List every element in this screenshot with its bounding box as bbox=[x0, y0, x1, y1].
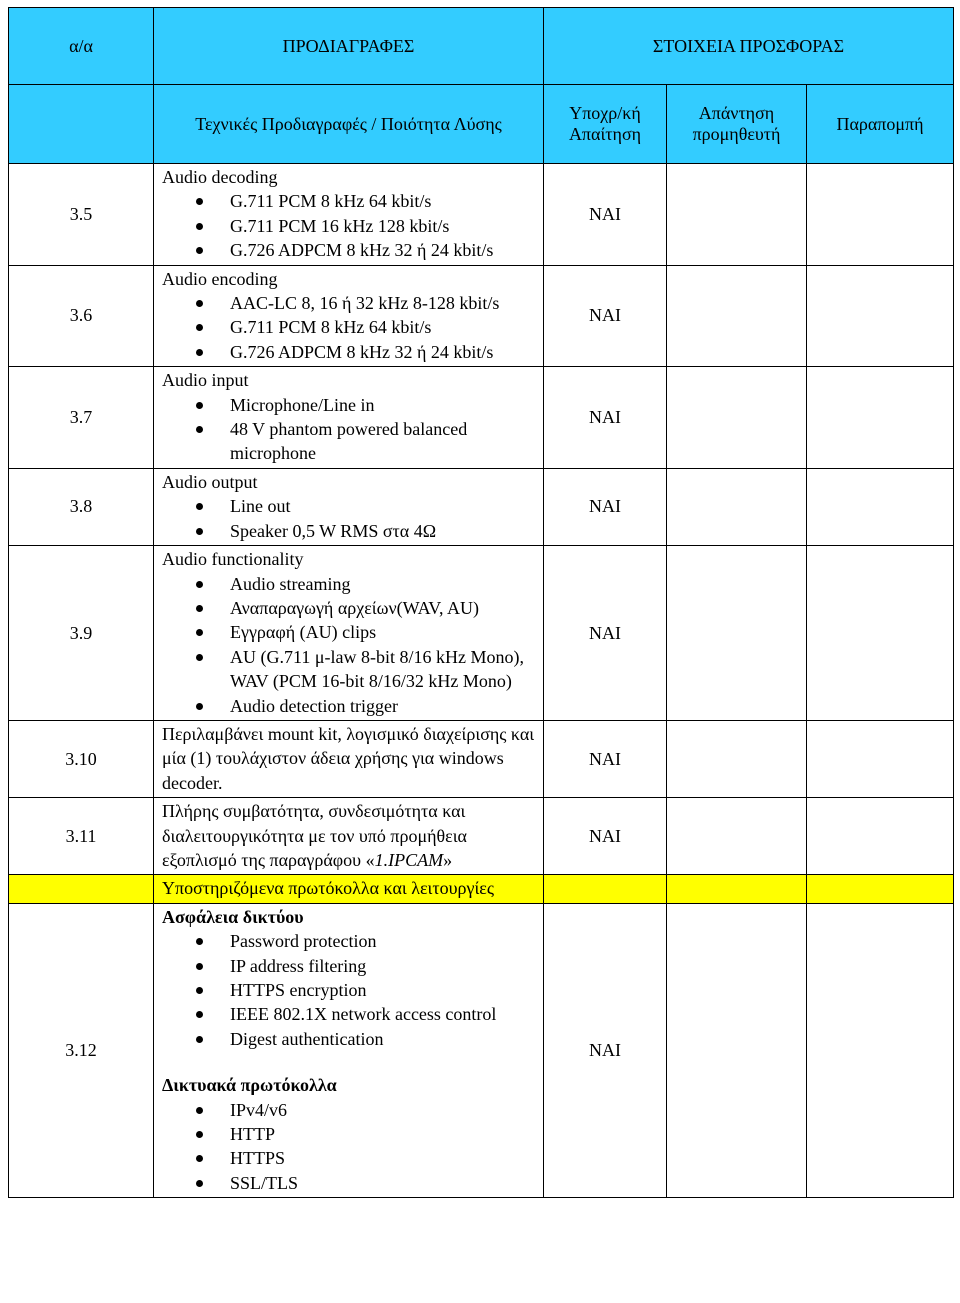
row-required: ΝΑΙ bbox=[544, 798, 667, 875]
row-text-italic: 1.IPCAM bbox=[374, 849, 444, 870]
row-answer bbox=[667, 164, 807, 266]
row-title: Audio encoding bbox=[162, 268, 278, 289]
table-row bbox=[9, 468, 954, 545]
list-item: 48 V phantom powered balanced microphone bbox=[162, 417, 537, 466]
list-item: G.726 ADPCM 8 kHz 32 ή 24 kbit/s bbox=[162, 238, 537, 262]
table-row bbox=[9, 546, 954, 721]
list-item: Digest authentication bbox=[162, 1027, 537, 1051]
row-text-end: » bbox=[443, 849, 453, 870]
row-title: Audio output bbox=[162, 471, 258, 492]
header-offer: ΣΤΟΙΧΕΙΑ ΠΡΟΣΦΟΡΑΣ bbox=[544, 8, 954, 85]
protocols-title: Δικτυακά πρωτόκολλα bbox=[162, 1075, 337, 1096]
row-number: 3.8 bbox=[9, 468, 154, 545]
row-reference bbox=[807, 720, 954, 797]
table-row bbox=[9, 720, 954, 797]
row-required: ΝΑΙ bbox=[544, 468, 667, 545]
row-number: 3.11 bbox=[9, 798, 154, 875]
row-answer bbox=[667, 798, 807, 875]
bullet-list bbox=[162, 291, 537, 364]
row-answer bbox=[667, 546, 807, 721]
list-item: IP address filtering bbox=[162, 954, 537, 978]
row-description: Περιλαμβάνει mount kit, λογισμικό διαχείρισης και μία (1) τουλάχιστον άδεια χρήσης για windows decoder. bbox=[154, 720, 544, 797]
section-title: Υποστηριζόμενα πρωτόκολλα και λειτουργίες bbox=[154, 875, 544, 903]
list-item: Audio detection trigger bbox=[162, 694, 537, 718]
header-tech: Τεχνικές Προδιαγραφές / Ποιότητα Λύσης bbox=[154, 85, 544, 164]
list-item: SSL/TLS bbox=[162, 1171, 537, 1195]
list-item: G.726 ADPCM 8 kHz 32 ή 24 kbit/s bbox=[162, 340, 537, 364]
bullet-list bbox=[162, 572, 537, 718]
row-text: Πλήρης συμβατότητα, συνδεσιμότητα και διαλειτουργικότητα με τον υπό προμήθεια εξοπλισμό της παραγράφου « bbox=[162, 801, 467, 870]
row-reference bbox=[807, 367, 954, 469]
row-description bbox=[154, 265, 544, 367]
row-required: ΝΑΙ bbox=[544, 903, 667, 1197]
row-title: Audio functionality bbox=[162, 549, 304, 570]
table-row bbox=[9, 367, 954, 469]
list-item: Line out bbox=[162, 494, 537, 518]
list-item: Audio streaming bbox=[162, 572, 537, 596]
bullet-list bbox=[162, 929, 537, 1051]
spec-table bbox=[8, 7, 954, 1198]
table-row bbox=[9, 798, 954, 875]
list-item: IEEE 802.1X network access control bbox=[162, 1002, 537, 1026]
row-title: Audio input bbox=[162, 370, 249, 391]
row-title: Audio decoding bbox=[162, 167, 278, 187]
row-required: ΝΑΙ bbox=[544, 265, 667, 367]
header-answer: Απάντηση προμηθευτή bbox=[667, 85, 807, 164]
header-specs: ΠΡΟΔΙΑΓΡΑΦΕΣ bbox=[154, 8, 544, 85]
list-item: G.711 PCM 8 kHz 64 kbit/s bbox=[162, 315, 537, 339]
row-description bbox=[154, 903, 544, 1197]
list-item: Αναπαραγωγή αρχείων(WAV, AU) bbox=[162, 596, 537, 620]
row-answer bbox=[667, 367, 807, 469]
header-row-sub bbox=[9, 85, 954, 164]
spacer bbox=[162, 1051, 537, 1073]
list-item: HTTPS encryption bbox=[162, 978, 537, 1002]
list-item: AU (G.711 μ-law 8-bit 8/16 kHz Mono), WAV (PCM 16-bit 8/16/32 kHz Mono) bbox=[162, 645, 537, 694]
bullet-list bbox=[162, 393, 537, 466]
row-description bbox=[154, 468, 544, 545]
bullet-list bbox=[162, 189, 537, 262]
header-reference: Παραπομπή bbox=[807, 85, 954, 164]
list-item: G.711 PCM 16 kHz 128 kbit/s bbox=[162, 214, 537, 238]
list-item: AAC-LC 8, 16 ή 32 kHz 8-128 kbit/s bbox=[162, 291, 537, 315]
list-item: Speaker 0,5 W RMS στα 4Ω bbox=[162, 519, 537, 543]
row-answer bbox=[667, 720, 807, 797]
bullet-list bbox=[162, 1098, 537, 1196]
row-answer bbox=[667, 903, 807, 1197]
row-number: 3.6 bbox=[9, 265, 154, 367]
bullet-list bbox=[162, 494, 537, 543]
row-reference bbox=[807, 468, 954, 545]
section-row bbox=[9, 875, 954, 903]
section-blank bbox=[807, 875, 954, 903]
row-answer bbox=[667, 468, 807, 545]
list-item: G.711 PCM 8 kHz 64 kbit/s bbox=[162, 189, 537, 213]
row-required: ΝΑΙ bbox=[544, 546, 667, 721]
row-description bbox=[154, 546, 544, 721]
row-number: 3.5 bbox=[9, 164, 154, 266]
list-item: Microphone/Line in bbox=[162, 393, 537, 417]
table-row bbox=[9, 164, 954, 266]
list-item: HTTPS bbox=[162, 1146, 537, 1170]
row-description bbox=[154, 164, 544, 266]
list-item: HTTP bbox=[162, 1122, 537, 1146]
row-description bbox=[154, 798, 544, 875]
row-description bbox=[154, 367, 544, 469]
table-row bbox=[9, 903, 954, 1197]
row-number: 3.12 bbox=[9, 903, 154, 1197]
row-answer bbox=[667, 265, 807, 367]
header-aa: α/α bbox=[9, 8, 154, 85]
row-reference bbox=[807, 798, 954, 875]
section-blank bbox=[544, 875, 667, 903]
list-item: IPv4/v6 bbox=[162, 1098, 537, 1122]
row-required: ΝΑΙ bbox=[544, 164, 667, 266]
list-item: Password protection bbox=[162, 929, 537, 953]
header-row-top bbox=[9, 8, 954, 85]
list-item: Εγγραφή (AU) clips bbox=[162, 620, 537, 644]
table-row bbox=[9, 265, 954, 367]
header-required: Υποχρ/κή Απαίτηση bbox=[544, 85, 667, 164]
section-blank bbox=[667, 875, 807, 903]
row-reference bbox=[807, 265, 954, 367]
row-required: ΝΑΙ bbox=[544, 367, 667, 469]
row-number: 3.7 bbox=[9, 367, 154, 469]
row-number: 3.10 bbox=[9, 720, 154, 797]
security-title: Ασφάλεια δικτύου bbox=[162, 906, 304, 927]
row-reference bbox=[807, 546, 954, 721]
row-reference bbox=[807, 164, 954, 266]
header-blank bbox=[9, 85, 154, 164]
row-number: 3.9 bbox=[9, 546, 154, 721]
section-blank bbox=[9, 875, 154, 903]
row-required: ΝΑΙ bbox=[544, 720, 667, 797]
row-reference bbox=[807, 903, 954, 1197]
